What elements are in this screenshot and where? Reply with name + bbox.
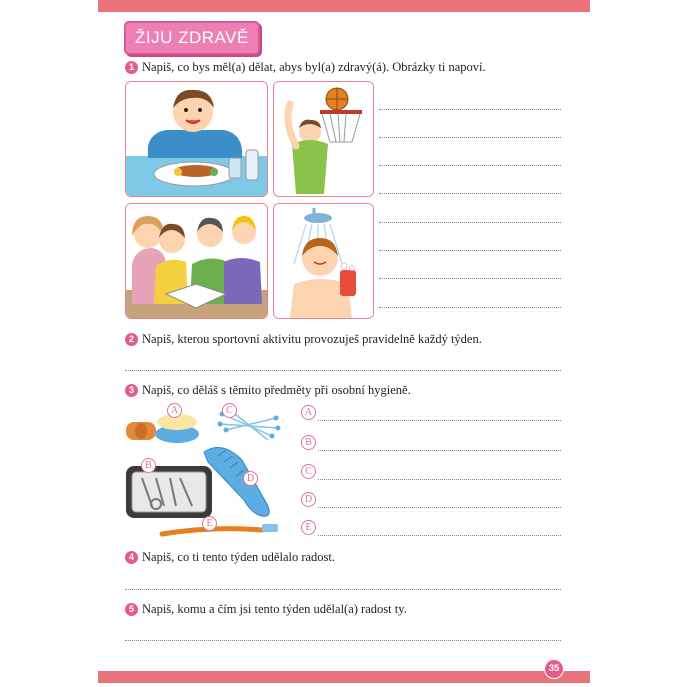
answer-line[interactable] [379, 222, 561, 223]
answer-line[interactable] [379, 307, 561, 308]
top-decor-bar [98, 0, 590, 12]
boy-eating-illustration [126, 82, 267, 196]
basketball-illustration [274, 82, 373, 196]
shower-illustration [274, 204, 373, 318]
answer-line[interactable] [379, 250, 561, 251]
answer-line[interactable] [318, 535, 561, 536]
task-text: Napiš, co bys měl(a) dělat, abys byl(a) zdravý(á). Obrázky ti napoví. [142, 60, 486, 74]
bottom-decor-bar [98, 671, 590, 683]
task-3 [125, 383, 411, 398]
picture-friends [125, 203, 268, 319]
answer-letter: B [301, 435, 316, 450]
answer-line[interactable] [318, 450, 561, 451]
answer-letter: C [301, 464, 316, 479]
item-letter-marker: D [243, 471, 258, 486]
answer-line[interactable] [318, 420, 561, 421]
task-number: 1 [125, 61, 138, 74]
picture-boy-eating [125, 81, 268, 197]
picture-shower [273, 203, 374, 319]
task-2 [125, 332, 482, 347]
task-1 [125, 60, 486, 75]
answer-line[interactable] [379, 109, 561, 110]
item-letter-marker: A [167, 403, 182, 418]
answer-letter: D [301, 492, 316, 507]
answer-line[interactable] [318, 479, 561, 480]
answer-line[interactable] [379, 278, 561, 279]
answer-line[interactable] [379, 137, 561, 138]
answer-line[interactable] [125, 370, 561, 371]
answer-letter: E [301, 520, 316, 535]
answer-line[interactable] [379, 193, 561, 194]
page-title: ŽIJU ZDRAVĚ [124, 21, 260, 55]
answer-letter: A [301, 405, 316, 420]
item-letter-marker: C [222, 403, 237, 418]
task-number: 4 [125, 551, 138, 564]
answer-line[interactable] [125, 640, 561, 641]
answer-line[interactable] [318, 507, 561, 508]
answer-line[interactable] [125, 589, 561, 590]
task-number: 5 [125, 603, 138, 616]
item-letter-marker: E [202, 516, 217, 531]
task-text: Napiš, co děláš s těmito předměty při osobní hygieně. [142, 383, 411, 397]
task-text: Napiš, co ti tento týden udělalo radost. [142, 550, 336, 564]
task-4 [125, 550, 335, 565]
task-text: Napiš, komu a čím jsi tento týden udělal(a) radost ty. [142, 602, 407, 616]
item-letter-marker: B [141, 458, 156, 473]
page-number: 35 [544, 659, 564, 679]
task-number: 2 [125, 333, 138, 346]
answer-line[interactable] [379, 165, 561, 166]
picture-boy-basketball [273, 81, 374, 197]
task-text: Napiš, kterou sportovní aktivitu provozuješ pravidelně každý týden. [142, 332, 482, 346]
friends-illustration [126, 204, 267, 318]
task-5 [125, 602, 407, 617]
task-number: 3 [125, 384, 138, 397]
